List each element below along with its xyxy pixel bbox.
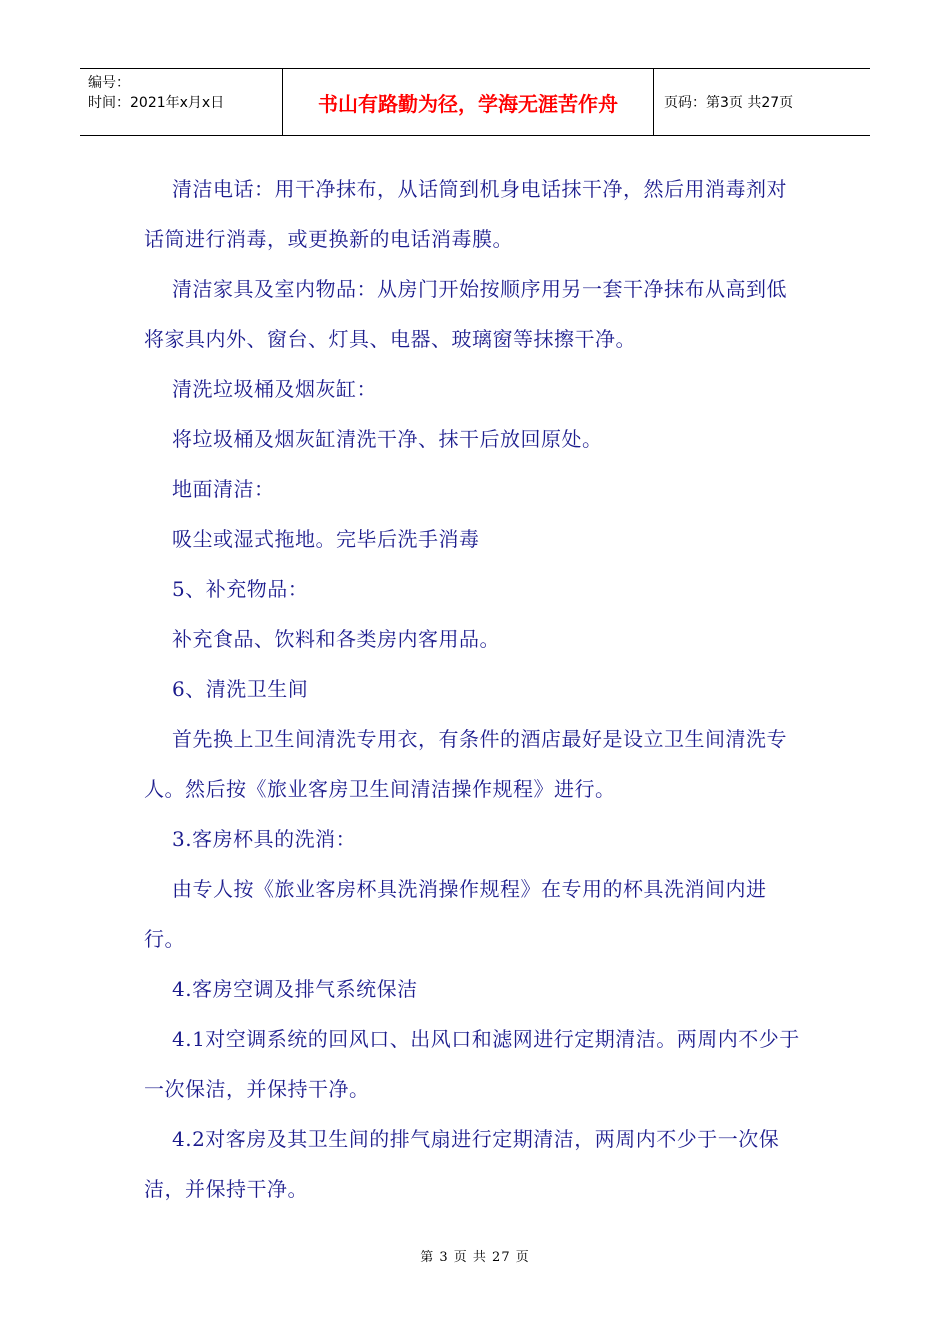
- number-label: 编号：: [88, 75, 130, 91]
- paragraph: 清洁家具及室内物品：从房门开始按顺序用另一套干净抹布从高到低将家具内外、窗台、灯具、电器、玻璃窗等抹擦干净。: [144, 277, 787, 351]
- paragraph: 6、清洗卫生间: [172, 677, 309, 701]
- paragraph: 由专人按《旅业客房杯具洗消操作规程》在专用的杯具洗消间内进行。: [144, 877, 767, 951]
- page-footer: 第 3 页 共 27 页: [420, 1250, 530, 1265]
- paragraph: 4.2对客房及其卫生间的排气扇进行定期清洁，两周内不少于一次保洁，并保持干净。: [144, 1127, 780, 1201]
- paragraph: 地面清洁：: [172, 477, 275, 501]
- page-header: [80, 68, 870, 136]
- paragraph: 4.客房空调及排气系统保洁: [172, 977, 418, 1001]
- date-label: 时间：2021年x月x日: [88, 95, 225, 111]
- paragraph: 将垃圾桶及烟灰缸清洗干净、抹干后放回原处。: [172, 427, 603, 451]
- paragraph: 清洁电话：用干净抹布，从话筒到机身电话抹干净，然后用消毒剂对话筒进行消毒，或更换新的电话消毒膜。: [144, 177, 787, 251]
- paragraph: 3.客房杯具的洗消：: [172, 827, 357, 851]
- paragraph: 首先换上卫生间清洗专用衣，有条件的酒店最好是设立卫生间清洗专人。然后按《旅业客房卫生间清洁操作规程》进行。: [144, 727, 787, 801]
- header-page-info: 页码：第3页 共27页: [664, 95, 794, 111]
- paragraph: 补充食品、饮料和各类房内客用品。: [172, 627, 500, 651]
- header-meta: [80, 69, 282, 135]
- paragraph: 吸尘或湿式拖地。完毕后洗手消毒: [172, 527, 480, 551]
- paragraph: 5、补充物品：: [172, 577, 309, 601]
- document-body: [144, 164, 804, 1214]
- paragraph: 清洗垃圾桶及烟灰缸：: [172, 377, 377, 401]
- paragraph: 4.1对空调系统的回风口、出风口和滤网进行定期清洁。两周内不少于一次保洁，并保持干净。: [144, 1027, 800, 1101]
- header-motto: 书山有路勤为径，学海无涯苦作舟: [282, 69, 654, 135]
